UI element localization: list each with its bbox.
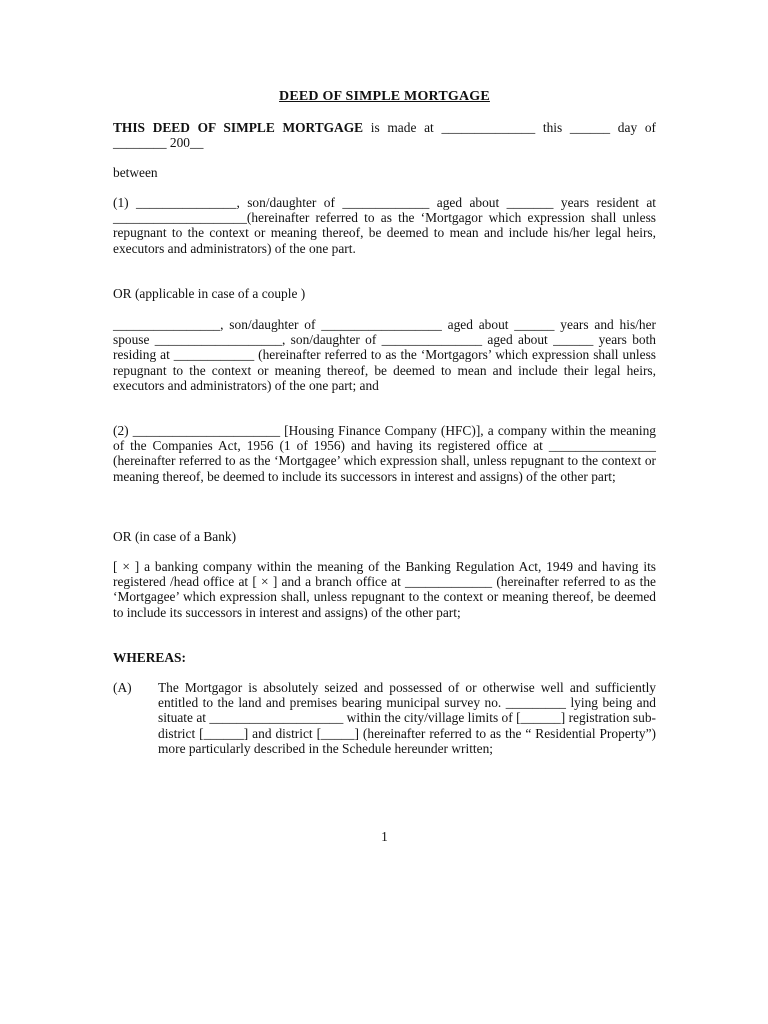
or-couple-label: OR (applicable in case of a couple ) bbox=[113, 286, 306, 301]
party-two-paragraph: (2) ______________________ [Housing Finance Company (HFC)], a company within the meaning of the Companies Act, 1956 (1 of 1956) and having its registered office at ________________ (hereinafter referred to as the ‘Mortgagee’ which expression shall, unless repugnant to the context or meaning thereof, be deemed to include its successors in interest and assigns) of the other part; bbox=[113, 423, 656, 484]
whereas-heading: WHEREAS: bbox=[113, 650, 186, 665]
document-title: DEED OF SIMPLE MORTGAGE bbox=[279, 89, 490, 104]
intro-rest: is made at ______________ this ______ day of ________ 200__ bbox=[113, 120, 656, 151]
or-bank-label: OR (in case of a Bank) bbox=[113, 529, 237, 544]
page-number: 1 bbox=[381, 829, 388, 844]
couple-paragraph: ________________, son/daughter of __________________ aged about ______ years and his/her spouse ___________________, son/daughter of _______________ aged about ______ years both residing at ____________ (hereinafter referred to as the ‘Mortgagors’ which expression shall unless repugnant to the context or meaning thereof, be deemed to mean and include their legal heirs, executors and administrators) of the one part; and bbox=[113, 317, 656, 393]
recital-text: The Mortgagor is absolutely seized and possessed of or otherwise well and sufficiently entitled to the land and premises bearing municipal survey no. _________ lying being and situate at ____________________ within the city/village limits of [______] registration sub-district [______] and district [_____] (hereinafter referred to as the “ Residential Property”) more particularly described in the Schedule hereunder written; bbox=[158, 680, 656, 756]
intro-paragraph bbox=[113, 120, 656, 150]
intro-lead: THIS DEED OF SIMPLE MORTGAGE bbox=[113, 120, 364, 135]
bank-paragraph: [ × ] a banking company within the meaning of the Banking Regulation Act, 1949 and having its registered /head office at [ × ] and a branch office at _____________ (hereinafter referred to as the ‘Mortgagee’ which expression shall, unless repugnant to the context or meaning thereof, be deemed to include its successors in interest and assigns) of the other part; bbox=[113, 559, 656, 620]
recital-label: (A) bbox=[113, 680, 132, 695]
between-label: between bbox=[113, 165, 158, 180]
party-one-paragraph: (1) _______________, son/daughter of _____________ aged about _______ years resident at ____________________(hereinafter referred to as the ‘Mortgagor which expression shall unless repugnant to the context or meaning thereof, be deemed to mean and include his/her legal heirs, executors and administrators) of the one part. bbox=[113, 195, 656, 256]
document-page bbox=[113, 0, 656, 1024]
